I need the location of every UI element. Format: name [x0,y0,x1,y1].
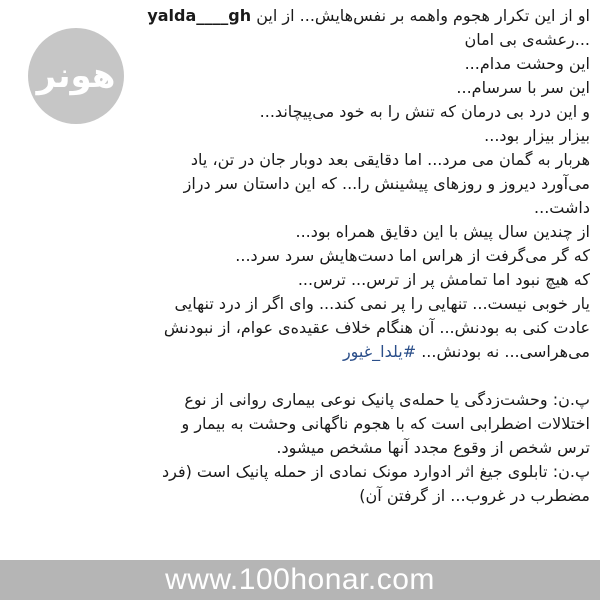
caption-line: عادت کنی به بودنش... آن هنگام خلاف عقیده‌ی عوام، از نبودنش [163,318,590,337]
caption-line: این سر با سرسام... [456,78,590,97]
caption-line: بیزار بیزار بود... [484,126,590,145]
caption-line: داشت... [534,198,590,217]
watermark-url: www.100honar.com [165,563,435,596]
caption-first-line: او از این تکرار هجوم واهمه بر نفس‌هایش... از این yalda____gh [147,6,590,25]
note-line: ترس شخص از وقوع مجدد آنها مشخص میشود. [276,438,590,457]
caption-line: می‌آورد دیروز و روزهای پیشینش را... که این داستان سر دراز [183,174,590,193]
watermark-footer [0,560,600,600]
caption-line: ...رعشه‌ی بی امان [464,30,590,49]
caption-line: که گر می‌گرفت از هراس اما دست‌هایش سرد سرد... [235,246,590,265]
caption-line: هربار به گمان می مرد... اما دقایقی بعد دوبار جان در تن، یاد [190,150,590,169]
caption-line: و این درد بی درمان که تنش را به خود می‌پیچاند... [259,102,590,121]
caption-line: که هیچ نبود اما تمامش پر از ترس... ترس... [297,270,590,289]
caption-line: این وحشت مدام... [464,54,590,73]
note-line: پ.ن: وحشت‌زدگی یا حمله‌ی پانیک نوعی بیماری روانی از نوع [184,390,590,409]
caption-line: یار خوبی نیست... تنهایی را پر نمی کند... وای اگر از درد تنهایی [174,294,590,313]
note-line: مضطرب در غروب... از گرفتن آن) [359,486,590,505]
caption-line-with-hashtag: می‌هراسی... نه بودنش... #یلدا_غیور [342,342,590,361]
logo-text: هونر [36,56,116,96]
caption-line: از چندین سال پیش با این دقایق همراه بود... [295,222,590,241]
watermark-logo [28,28,124,124]
hashtag-link[interactable]: #یلدا_غیور [342,342,417,361]
note-line: اختلالات اضطرابی است که با هجوم ناگهانی وحشت به بیمار و [181,414,590,433]
note-line: پ.ن: تابلوی جیغ اثر ادوارد مونک نمادی از حمله پانیک است (فرد [161,462,590,481]
spacer [10,364,590,388]
username-link[interactable]: yalda____gh [147,6,252,25]
